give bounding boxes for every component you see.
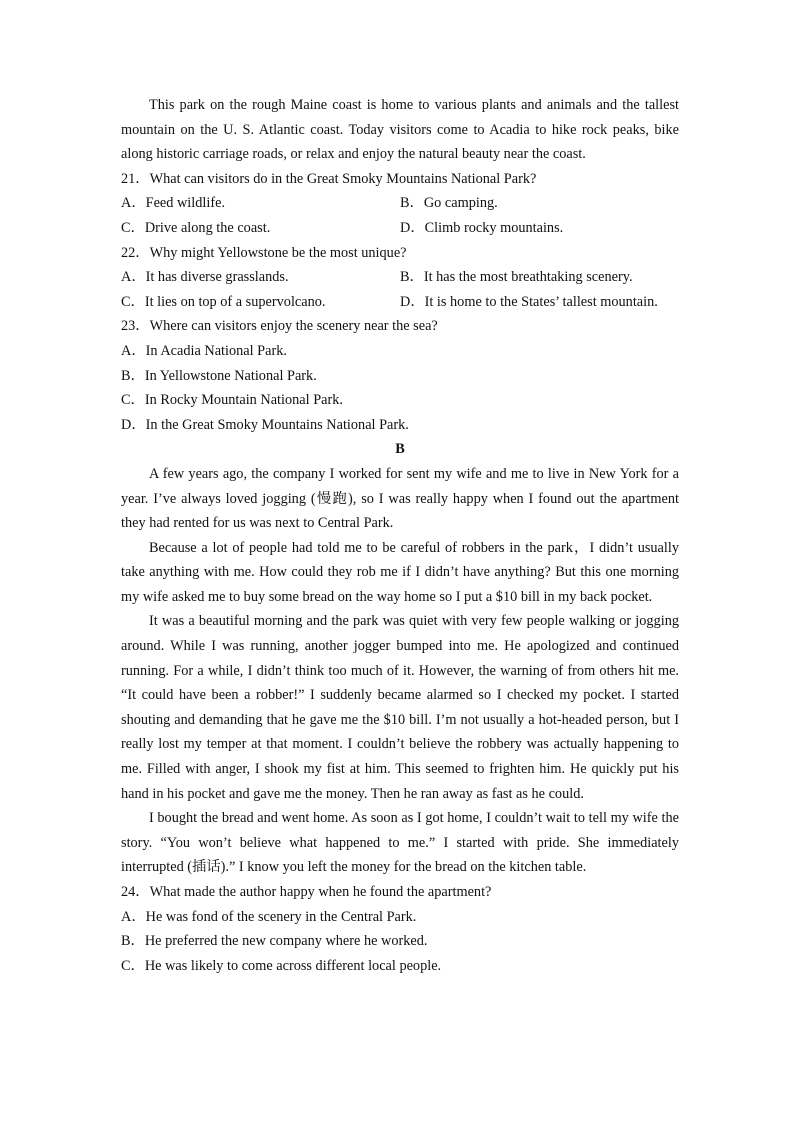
question-24-option-a: A．He was fond of the scenery in the Central Park. (121, 908, 417, 925)
question-24-option-b: B．He preferred the new company where he worked. (121, 933, 428, 950)
question-21-option-b: B．Go camping. (400, 195, 498, 212)
question-21 (121, 167, 679, 241)
passage-b-paragraph-2: Because a lot of people had told me to be careful of robbers in the park，I didn’t usually take anything with me. How could they rob me if I didn’t have anything? But this one morning my wife asked me to buy some bread on the way home so I put a $10 bill in my back pocket. (121, 539, 679, 605)
passage-b-paragraph-4: I bought the bread and went home. As soon as I got home, I couldn’t wait to tell my wife the story. “You won’t believe what happened to me.” I started with pride. She immediately interrupted (插话).” I know you left the money for the bread on the kitchen table. (121, 810, 679, 876)
question-23-option-c: C．In Rocky Mountain National Park. (121, 392, 343, 409)
question-22-stem: 22．Why might Yellowstone be the most unique? (121, 244, 407, 261)
question-22-option-b: B．It has the most breathtaking scenery. (400, 269, 633, 286)
question-23-option-a: A．In Acadia National Park. (121, 342, 287, 359)
intro-paragraph: This park on the rough Maine coast is home to various plants and animals and the tallest mountain on the U. S. Atlantic coast. Today visitors come to Acadia to hike rock peaks, bike along historic carriage roads, or relax and enjoy the natural beauty near the coast. (121, 97, 679, 163)
question-23-stem: 23．Where can visitors enjoy the scenery near the sea? (121, 318, 438, 335)
question-21-option-c: C．Drive along the coast. (121, 219, 271, 236)
question-22-option-d: D．It is home to the States’ tallest mountain. (400, 293, 658, 310)
passage-b-paragraph-3: It was a beautiful morning and the park was quiet with very few people walking or jogging around. While I was running, another jogger bumped into me. He apologized and continued running. For a while, I didn’t think too much of it. However, the warning of from others hit me. “It could have been a robber!” I suddenly became alarmed so I checked my pocket. I started shouting and demanding that he gave me the $10 bill. I’m not usually a hot-headed person, but I really lost my temper at that moment. I couldn’t believe the robbery was actually happening to me. Filled with anger, I shook my fist at him. This seemed to frighten him. He quickly put his hand in his pocket and gave me the money. Then he ran away as fast as he could. (121, 613, 679, 802)
question-22-row-1 (121, 265, 679, 290)
question-24-stem: 24．What made the author happy when he found the apartment? (121, 884, 492, 900)
question-21-option-a: A．Feed wildlife. (121, 195, 226, 212)
question-24-option-c: C．He was likely to come across different local people. (121, 957, 442, 974)
question-21-row-2 (121, 216, 679, 241)
section-b-title: B (395, 441, 405, 458)
question-21-stem: 21．What can visitors do in the Great Smoky Mountains National Park? (121, 170, 537, 187)
question-22-option-a: A．It has diverse grasslands. (121, 269, 289, 286)
question-23-option-b: B．In Yellowstone National Park. (121, 367, 317, 384)
question-22 (121, 241, 679, 315)
question-23-option-d: D．In the Great Smoky Mountains National Park. (121, 416, 409, 433)
passage-b (121, 462, 679, 880)
question-23 (121, 314, 679, 437)
page-content (121, 93, 679, 978)
passage-b-paragraph-1: A few years ago, the company I worked for sent my wife and me to live in New York for a year. I’ve always loved jogging (慢跑), so I was really happy when I found out the apartment they had rented for us was next to Central Park. (121, 465, 679, 532)
question-21-row-1 (121, 191, 679, 216)
question-21-option-d: D．Climb rocky mountains. (400, 219, 564, 236)
question-24 (121, 880, 679, 978)
question-22-option-c: C．It lies on top of a supervolcano. (121, 293, 326, 310)
question-22-row-2 (121, 290, 679, 315)
